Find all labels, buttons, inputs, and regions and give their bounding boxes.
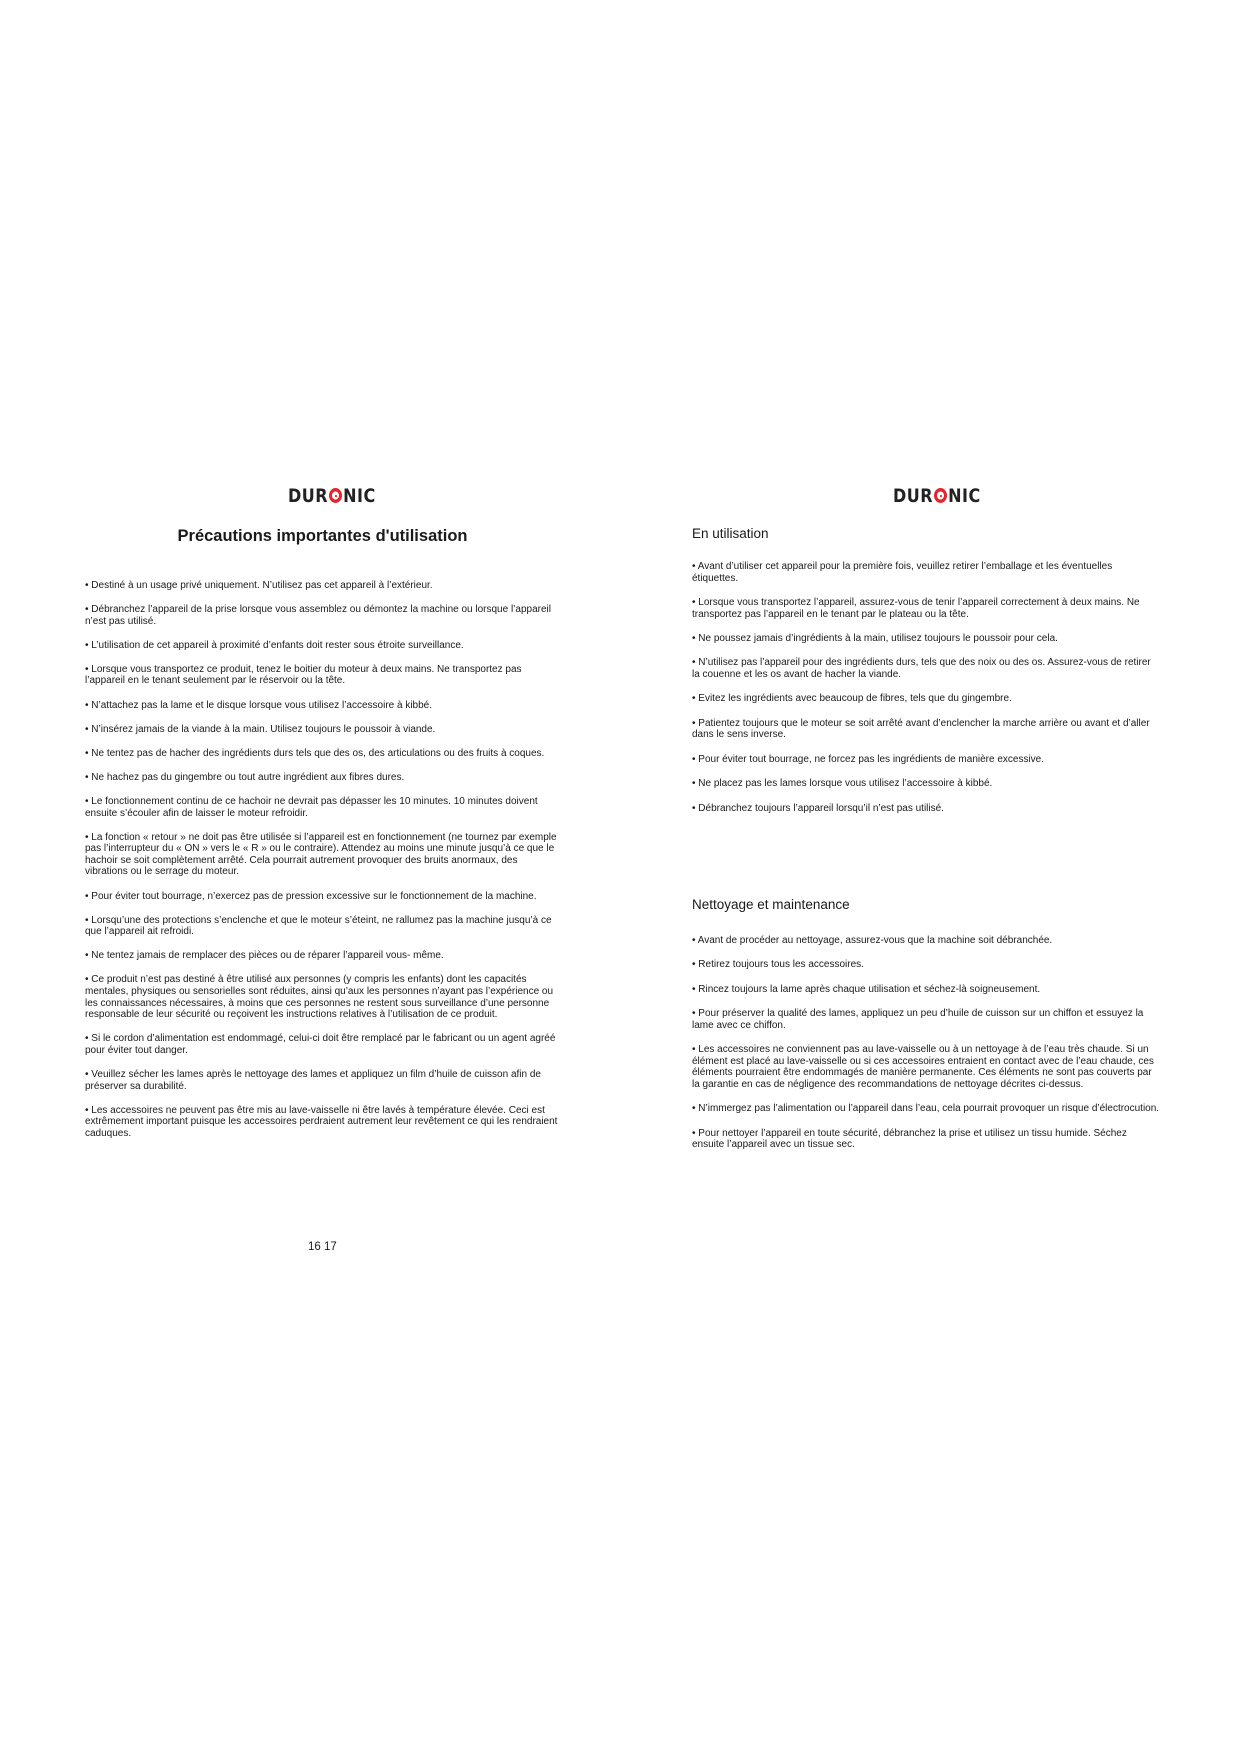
- bullet-item: • Pour nettoyer l’appareil en toute sécurité, débranchez la prise et utilisez un tissu humide. Séchez ensuite l’appareil avec un tissue sec.: [692, 1127, 1127, 1151]
- logo-target-icon: [329, 488, 342, 503]
- bullet-item: • Ne placez pas les lames lorsque vous utilisez l’accessoire à kibbé.: [692, 778, 993, 790]
- cleaning-section-title: Nettoyage et maintenance: [692, 897, 850, 912]
- bullet-item: • Retirez toujours tous les accessoires.: [692, 959, 864, 971]
- bullet-item: • N’immergez pas l’alimentation ou l’appareil dans l’eau, cela pourrait provoquer un risque d’électrocution.: [692, 1103, 1160, 1115]
- bullet-item: • Lorsque vous transportez l’appareil, assurez-vous de tenir l’appareil correctement à deux mains. Ne transportez pas l’appareil en le tenant par le plateau ou la tête.: [692, 596, 1140, 620]
- bullet-item: • Les accessoires ne conviennent pas au lave-vaisselle ou à un nettoyage à de l’eau très chaude. Si un élément est placé au lave-vaisselle ou si ces accessoires entraient en contact avec de l’eau chaude, ces éléments pourraient être endommagés de manière permanente. Ces éléments ne sont pas couverts par la garantie en cas de négligence des recommandations de nettoyage décrites ci-dessus.: [692, 1044, 1154, 1090]
- bullet-item: • N’attachez pas la lame et le disque lorsque vous utilisez l’accessoire à kibbé.: [85, 699, 433, 711]
- precautions-list: [85, 580, 560, 1152]
- bullet-item: • Lorsque vous transportez ce produit, tenez le boitier du moteur à deux mains. Ne transportez pas l’appareil en le tenant seulement par le réservoir ou la tête.: [85, 663, 522, 687]
- bullet-item: • L’utilisation de cet appareil à proximité d’enfants doit rester sous étroite surveillance.: [85, 639, 464, 651]
- bullet-item: • Ne poussez jamais d’ingrédients à la main, utilisez toujours le poussoir pour cela.: [692, 632, 1058, 644]
- cleaning-list: [692, 935, 1160, 1164]
- bullet-item: • Destiné à un usage privé uniquement. N’utilisez pas cet appareil à l’extérieur.: [85, 580, 433, 591]
- bullet-item: • Si le cordon d’alimentation est endommagé, celui-ci doit être remplacé par le fabricant ou un agent agréé pour éviter tout danger.: [85, 1033, 556, 1056]
- bullet-item: • N’utilisez pas l’appareil pour des ingrédients durs, tels que des noix ou des os. Assurez-vous de retirer la couenne et les os avant de hacher la viande.: [692, 657, 1151, 680]
- bullet-item: • Patientez toujours que le moteur se soit arrêté avant d’enclencher la marche arrière ou avant et d’aller dans le sens inverse.: [692, 717, 1150, 741]
- logo-target-icon: [934, 488, 947, 503]
- bullet-item: • Pour éviter tout bourrage, n’exercez pas de pression excessive sur le fonctionnement de la machine.: [85, 890, 537, 902]
- logo-text-prefix: DUR: [893, 484, 934, 507]
- bullet-item: • Pour préserver la qualité des lames, appliquez un peu d’huile de cuisson sur un chiffon et essuyez la lame avec ce chiffon.: [692, 1008, 1144, 1031]
- page-title: Précautions importantes d'utilisation: [177, 527, 468, 545]
- bullet-item: • Ne tentez jamais de remplacer des pièces ou de réparer l’appareil vous- même.: [85, 950, 444, 962]
- logo-text-prefix: DUR: [288, 484, 329, 507]
- logo-text-suffix: NIC: [343, 484, 376, 507]
- bullet-item: • Avant d’utiliser cet appareil pour la première fois, veuillez retirer l’emballage et les éventuelles étiquettes.: [692, 561, 1113, 584]
- bullet-item: • N’insérez jamais de la viande à la main. Utilisez toujours le poussoir à viande.: [85, 723, 436, 735]
- duronic-logo-right: [893, 485, 981, 507]
- bullet-item: • Débranchez l’appareil de la prise lorsque vous assemblez ou démontez la machine ou lorsque l’appareil n’est pas utilisé.: [85, 604, 551, 627]
- page-numbers: 16 17: [308, 1241, 337, 1253]
- bullet-item: • Evitez les ingrédients avec beaucoup de fibres, tels que du gingembre.: [692, 693, 1012, 705]
- bullet-item: • Ne hachez pas du gingembre ou tout autre ingrédient aux fibres dures.: [85, 771, 405, 783]
- bullet-item: • Les accessoires ne peuvent pas être mis au lave-vaisselle ni être lavés à température élevée. Ceci est extrêmement important puisque les accessoires perdraient autrement leur revêtement ce qui les rendraient caduques.: [85, 1104, 558, 1139]
- bullet-item: • La fonction « retour » ne doit pas être utilisée si l’appareil est en fonctionnement (ne tournez par exemple pas l’interrupteur du « ON » vers le « R » ou le contraire). Attendez au moins une minute jusqu’à ce que le hachoir se soit complètement arrêté. Cela pourrait autrement provoquer des bruits anormaux, des vibrations ou le serrage du moteur.: [85, 831, 557, 878]
- bullet-item: • Ne tentez pas de hacher des ingrédients durs tels que des os, des articulations ou des fruits à coques.: [85, 747, 545, 759]
- bullet-item: • Ce produit n’est pas destiné à être utilisé aux personnes (y compris les enfants) dont les capacités mentales, physiques ou sensorielles sont réduites, ainsi qu’aux les personnes n’ayant pas l’expérience ou les connaissances nécessaires, à moins que ces personnes ne restent sous surveillance d’une personne responsable de leur sécurité ou reçoivent les instructions relatives à l’utilisation de ce produit.: [85, 974, 554, 1021]
- usage-section-title: En utilisation: [692, 526, 769, 541]
- duronic-logo-left: [288, 485, 376, 507]
- bullet-item: • Débranchez toujours l’appareil lorsqu’il n’est pas utilisé.: [692, 802, 944, 814]
- bullet-item: • Le fonctionnement continu de ce hachoir ne devrait pas dépasser les 10 minutes. 10 minutes doivent ensuite s’écouler afin de laisser le moteur refroidir.: [85, 795, 538, 819]
- usage-list: [692, 561, 1160, 827]
- bullet-item: • Lorsqu’une des protections s’enclenche et que le moteur s’éteint, ne rallumez pas la machine jusqu’à ce que l’appareil ait refroidi.: [85, 914, 552, 938]
- bullet-item: • Pour éviter tout bourrage, ne forcez pas les ingrédients de manière excessive.: [692, 753, 1045, 765]
- bullet-item: • Veuillez sécher les lames après le nettoyage des lames et appliquez un film d’huile de cuisson afin de préserver sa durabilité.: [85, 1068, 541, 1092]
- bullet-item: • Avant de procéder au nettoyage, assurez-vous que la machine soit débranchée.: [692, 935, 1053, 946]
- logo-text-suffix: NIC: [948, 484, 981, 507]
- bullet-item: • Rincez toujours la lame après chaque utilisation et séchez-là soigneusement.: [692, 983, 1041, 995]
